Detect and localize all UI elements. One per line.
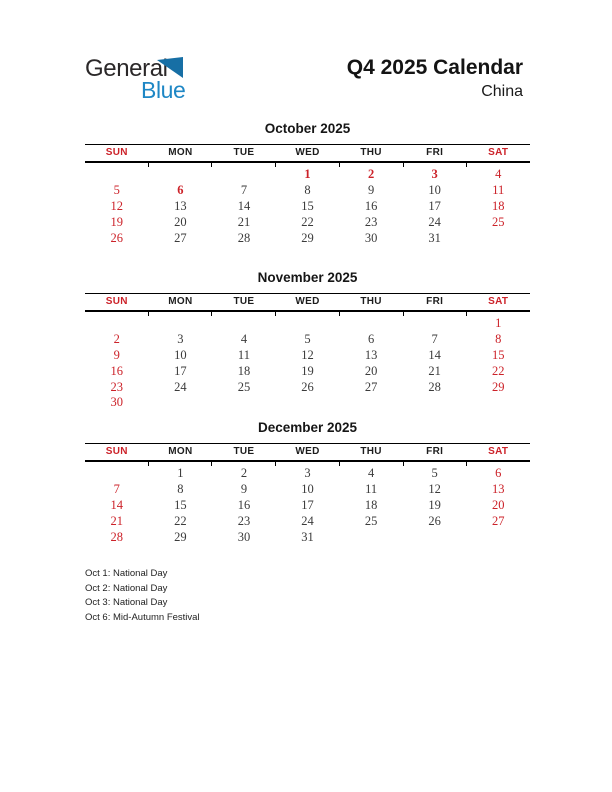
date-cell: 26 [110,230,124,245]
column-tick [212,462,276,466]
week-row [85,395,530,411]
weekday-label-sat: SAT [488,446,509,457]
date-cell: 28 [428,379,441,394]
week-row [85,332,530,348]
date-cell: 10 [174,347,187,362]
weekday-label-tue: TUE [233,446,255,457]
column-tick [85,163,149,167]
date-cell: 10 [301,482,314,497]
date-cell: 18 [237,363,251,378]
weekday-label-thu: THU [360,296,382,307]
date-cell: 22 [301,214,314,229]
date-cell: 9 [367,183,375,198]
date-cell: 13 [492,482,505,497]
date-cell: 29 [492,379,505,394]
date-cell: 5 [431,466,438,481]
week-row [85,482,530,498]
logo-triangle-icon [157,57,183,78]
date-cell: 6 [495,466,502,481]
date-cell: 19 [428,497,441,512]
date-cell: 27 [364,379,378,394]
date-cell: 20 [364,363,378,378]
column-ticks [85,312,530,316]
weekday-label-mon: MON [168,147,193,158]
date-cell: 2 [240,466,248,481]
weekday-label-wed: WED [295,147,320,158]
date-cell: 6 [367,332,375,347]
week-row [85,466,530,482]
date-cell: 30 [237,529,251,544]
week-row [85,498,530,514]
date-cell: 3 [431,167,438,182]
column-tick [212,312,276,316]
week-row [85,214,530,230]
weekday-label-mon: MON [168,446,193,457]
week-row [85,316,530,332]
date-cell: 7 [113,482,120,497]
date-cell: 15 [174,497,187,512]
date-cell: 24 [428,214,441,229]
date-cell: 30 [364,230,378,245]
holiday-entry: Oct 1: National Day [85,568,168,579]
date-cell: 19 [110,214,124,229]
date-cell: 16 [237,497,251,512]
holiday-entry: Oct 6: Mid-Autumn Festival [85,611,200,623]
date-cell: 17 [428,198,441,213]
week-row [85,529,530,545]
column-tick [149,163,213,167]
date-cell: 8 [177,482,184,497]
date-cell: 5 [113,183,120,198]
column-ticks [85,462,530,466]
date-cell: 17 [301,497,314,512]
date-cell: 29 [174,529,187,544]
date-cell: 15 [301,198,314,213]
week-row [85,199,530,215]
week-row [85,348,530,364]
weekday-label-sat: SAT [488,296,509,307]
date-cell: 23 [364,214,378,229]
week-row [85,230,530,246]
date-cell: 9 [113,347,120,362]
weekday-label-fri: FRI [426,296,444,307]
column-tick [276,312,340,316]
date-cell: 13 [364,347,378,362]
date-cell: 26 [301,379,314,394]
date-cell: 12 [110,198,124,213]
month-november-2025 [85,270,530,411]
date-cell: 21 [237,214,251,229]
date-cell: 2 [113,332,120,347]
date-cell: 20 [492,497,505,512]
date-cell: 4 [367,466,375,481]
date-cell: 26 [428,513,441,528]
month-october-2025 [85,121,530,246]
date-cell: 5 [304,332,311,347]
column-tick [404,163,468,167]
holiday-list [85,567,200,625]
date-cell: 28 [237,230,251,245]
column-tick [149,462,213,466]
week-row [85,363,530,379]
date-cell: 12 [428,482,441,497]
week-row [85,183,530,199]
weekday-label-tue: TUE [233,147,255,158]
date-cell: 30 [110,395,124,410]
date-cell: 19 [301,363,314,378]
weekday-label-fri: FRI [426,147,444,158]
month-december-2025 [85,420,530,545]
date-cell: 16 [110,363,124,378]
date-cell: 22 [174,513,187,528]
date-cell: 21 [428,363,441,378]
date-cell: 16 [364,198,378,213]
date-cell: 15 [492,347,505,362]
date-cell: 12 [301,347,314,362]
week-row [85,379,530,395]
date-cell: 23 [237,513,251,528]
weekday-header [85,293,530,312]
date-cell: 11 [365,482,378,497]
date-cell: 8 [495,332,502,347]
column-tick [404,312,468,316]
column-tick [340,312,404,316]
date-cell: 20 [174,214,187,229]
date-cell: 25 [364,513,378,528]
date-cell: 18 [364,497,378,512]
date-cell: 14 [237,198,251,213]
column-tick [276,163,340,167]
date-cell: 7 [240,183,248,198]
date-cell: 28 [110,529,124,544]
column-ticks [85,163,530,167]
week-row [85,167,530,183]
week-row [85,513,530,529]
date-cell: 27 [492,513,505,528]
column-tick [467,312,530,316]
date-cell: 27 [174,230,187,245]
holiday-entry: Oct 3: National Day [85,597,168,608]
date-cell: 8 [304,183,311,198]
weekday-label-thu: THU [360,446,382,457]
column-tick [276,462,340,466]
date-cell: 29 [301,230,314,245]
logo-text-blue: Blue [141,77,186,103]
column-tick [467,163,530,167]
weekday-label-thu: THU [360,147,382,158]
date-cell: 24 [301,513,314,528]
date-cell: 24 [174,379,187,394]
date-cell: 1 [177,466,184,481]
date-cell: 6 [177,183,184,198]
logo-text-general: General [85,55,168,82]
column-tick [340,163,404,167]
date-cell: 22 [492,363,505,378]
date-cell: 3 [177,332,184,347]
weekday-label-sun: SUN [105,296,128,307]
date-cell: 14 [110,497,124,512]
date-cell: 18 [492,198,505,213]
date-cell: 1 [304,167,311,182]
column-tick [467,462,530,466]
weekday-label-sat: SAT [488,147,509,158]
date-cell: 14 [428,347,441,362]
column-tick [340,462,404,466]
month-title: November 2025 [257,270,358,285]
column-tick [85,462,149,466]
weekday-label-tue: TUE [233,296,255,307]
date-cell: 3 [304,466,311,481]
date-cell: 4 [495,167,502,182]
column-tick [404,462,468,466]
date-cell: 25 [237,379,251,394]
weekday-label-fri: FRI [426,446,444,457]
weekday-label-mon: MON [168,296,193,307]
date-cell: 17 [174,363,187,378]
column-tick [85,312,149,316]
weekday-header [85,443,530,462]
date-cell: 4 [240,332,248,347]
date-cell: 25 [492,214,505,229]
month-title: October 2025 [264,121,351,136]
page-title: Q4 2025 Calendar [346,56,523,79]
column-tick [212,163,276,167]
date-cell: 21 [110,513,124,528]
date-cell: 1 [495,316,502,331]
date-cell: 9 [240,482,248,497]
month-title: December 2025 [257,420,358,435]
page-subtitle: China [481,83,523,100]
weekday-header [85,144,530,163]
date-cell: 31 [301,529,314,544]
holiday-entry: Oct 2: National Day [85,582,168,594]
weekday-label-sun: SUN [105,446,128,457]
weekday-label-wed: WED [295,296,320,307]
date-cell: 23 [110,379,124,394]
weekday-label-sun: SUN [105,147,128,158]
weekday-label-wed: WED [295,446,320,457]
date-cell: 2 [367,167,375,182]
date-cell: 7 [431,332,438,347]
date-cell: 31 [428,230,441,245]
date-cell: 10 [428,183,441,198]
column-tick [149,312,213,316]
date-cell: 13 [174,198,187,213]
date-cell: 11 [492,183,505,198]
date-cell: 11 [237,347,250,362]
